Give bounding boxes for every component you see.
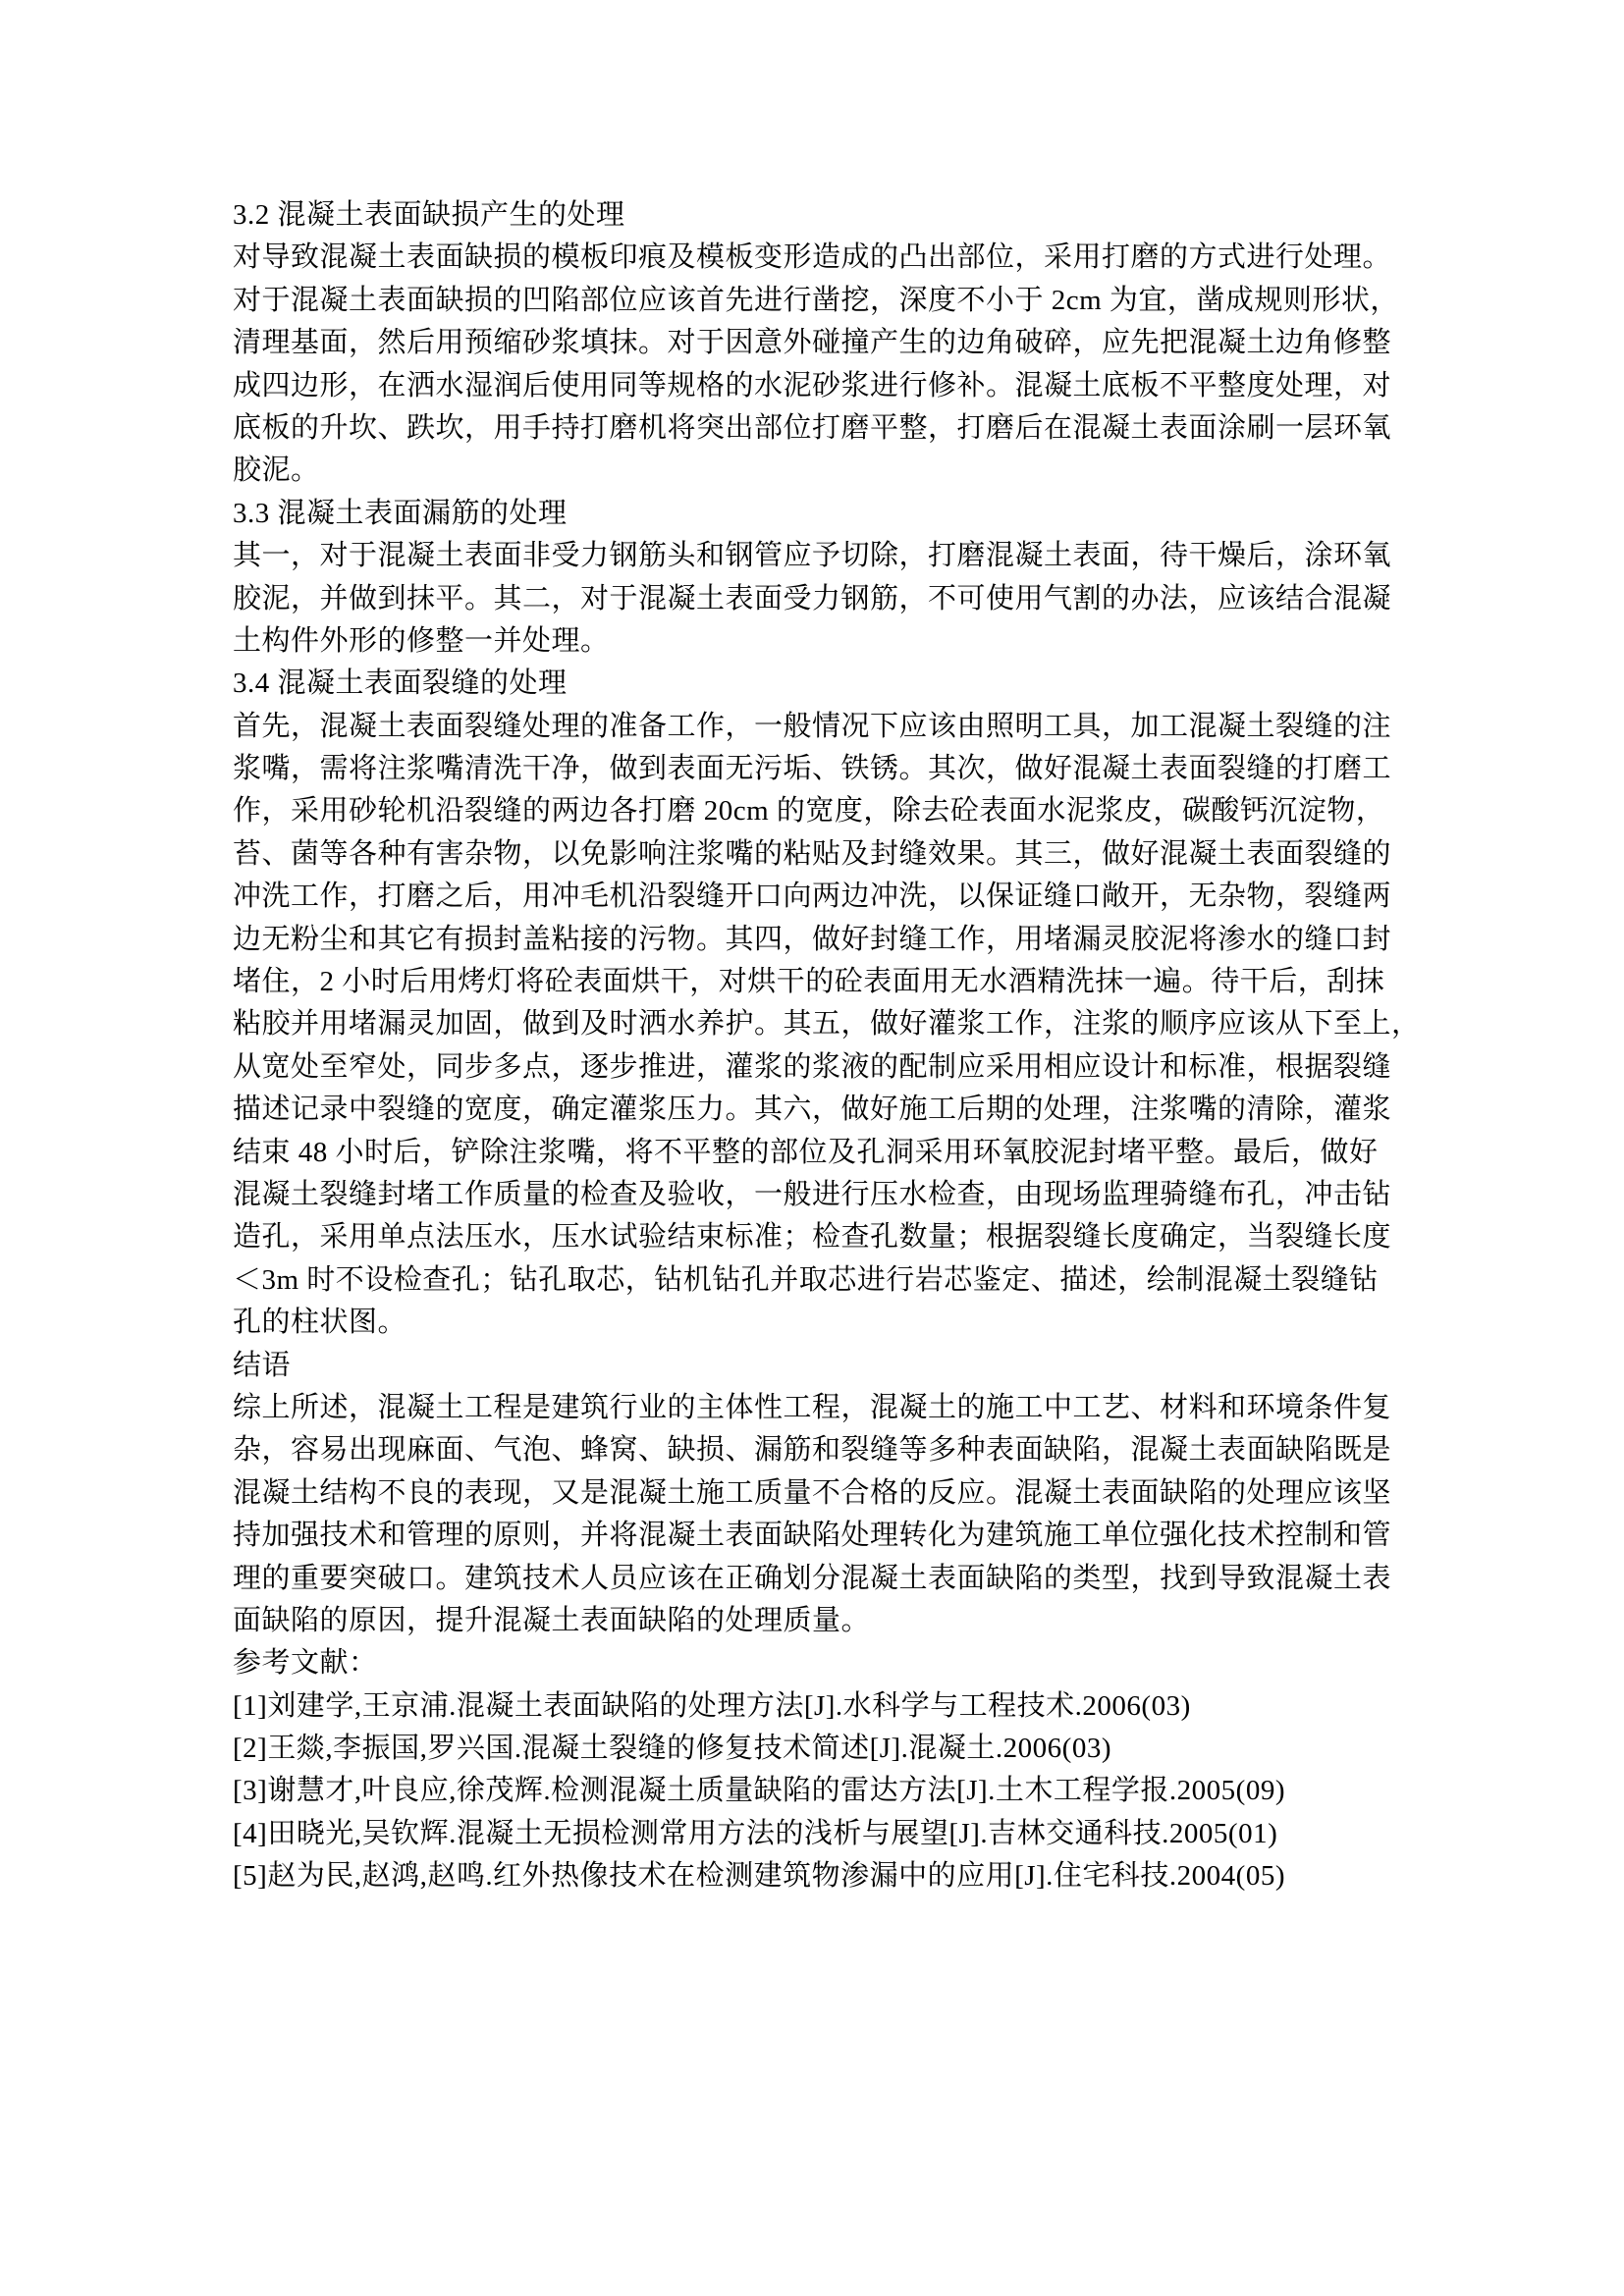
paragraph-line: 粘胶并用堵漏灵加固，做到及时洒水养护。其五，做好灌浆工作，注浆的顺序应该从下至上， (233, 1008, 1421, 1041)
paragraph-line: 从宽处至窄处，同步多点，逐步推进，灌浆的浆液的配制应采用相应设计和标准，根据裂缝 (233, 1050, 1392, 1083)
section-reference (233, 1770, 1480, 1812)
paragraph-line: 胶泥，并做到抹平。其二，对于混凝土表面受力钢筋，不可使用气割的办法，应该结合混凝 (233, 582, 1392, 614)
section-paragraph (233, 706, 1480, 1345)
section-paragraph (233, 237, 1480, 492)
section-paragraph (233, 1387, 1480, 1642)
heading-line: 参考文献： (233, 1647, 378, 1680)
paragraph-line: 土构件外形的修整一并处理。 (233, 624, 610, 657)
heading-line: 3.2 混凝土表面缺损产生的处理 (233, 199, 625, 231)
paragraph-line: 混凝土裂缝封堵工作质量的检查及验收，一般进行压水检查，由现场监理骑缝布孔，冲击钻 (233, 1178, 1392, 1210)
paragraph-line: 混凝土结构不良的表现，又是混凝土施工质量不合格的反应。混凝土表面缺陷的处理应该坚 (233, 1476, 1392, 1509)
paragraph-line: 对导致混凝土表面缺损的模板印痕及模板变形造成的凸出部位，采用打磨的方式进行处理。 (233, 241, 1392, 274)
paragraph-line: 其一，对于混凝土表面非受力钢筋头和钢管应予切除，打磨混凝土表面，待干燥后，涂环氧 (233, 540, 1392, 572)
reference-line: [5]赵为民,赵鸿,赵鸣.红外热像技术在检测建筑物渗漏中的应用[J].住宅科技.2004(05) (233, 1860, 1285, 1893)
paragraph-line: 持加强技术和管理的原则，并将混凝土表面缺陷处理转化为建筑施工单位强化技术控制和管 (233, 1520, 1392, 1552)
paragraph-line: 苔、菌等各种有害杂物，以免影响注浆嘴的粘贴及封缝效果。其三，做好混凝土表面裂缝的 (233, 837, 1392, 870)
heading-line: 3.3 混凝土表面漏筋的处理 (233, 497, 568, 529)
reference-line: [1]刘建学,王京浦.混凝土表面缺陷的处理方法[J].水科学与工程技术.2006(03) (233, 1689, 1191, 1722)
paragraph-line: 边无粉尘和其它有损封盖粘接的污物。其四，做好封缝工作，用堵漏灵胶泥将渗水的缝口封 (233, 923, 1392, 955)
section-heading (233, 1345, 1480, 1387)
section-reference (233, 1728, 1480, 1770)
paragraph-line: 作，采用砂轮机沿裂缝的两边各打磨 20cm 的宽度，除去砼表面水泥浆皮，碳酸钙沉淀物， (233, 795, 1385, 828)
section-reference (233, 1855, 1480, 1897)
section-heading (233, 1642, 1480, 1684)
paragraph-line: 首先，混凝土表面裂缝处理的准备工作，一般情况下应该由照明工具，加工混凝土裂缝的注 (233, 710, 1392, 742)
paragraph-line: 堵住，2 小时后用烤灯将砼表面烘干，对烘干的砼表面用无水酒精洗抹一遍。待干后，刮抹 (233, 966, 1385, 998)
section-heading (233, 493, 1480, 535)
section-reference (233, 1685, 1480, 1728)
section-heading (233, 194, 1480, 237)
paragraph-line: 结束 48 小时后，铲除注浆嘴，将不平整的部位及孔洞采用环氧胶泥封堵平整。最后，做好 (233, 1136, 1379, 1168)
section-paragraph (233, 535, 1480, 663)
paragraph-line: ＜3m 时不设检查孔；钻孔取芯，钻机钻孔并取芯进行岩芯鉴定、描述，绘制混凝土裂缝钻 (233, 1263, 1379, 1296)
section-heading (233, 663, 1480, 705)
paragraph-line: 杂，容易出现麻面、气泡、蜂窝、缺损、漏筋和裂缝等多种表面缺陷，混凝土表面缺陷既是 (233, 1434, 1392, 1467)
paragraph-line: 冲洗工作，打磨之后，用冲毛机沿裂缝开口向两边冲洗，以保证缝口敞开，无杂物，裂缝两 (233, 881, 1392, 913)
reference-line: [2]王燚,李振国,罗兴国.混凝土裂缝的修复技术简述[J].混凝土.2006(03) (233, 1733, 1111, 1765)
heading-line: 3.4 混凝土表面裂缝的处理 (233, 667, 568, 700)
paragraph-line: 理的重要突破口。建筑技术人员应该在正确划分混凝土表面缺陷的类型，找到导致混凝土表 (233, 1562, 1392, 1594)
paragraph-line: 造孔，采用单点法压水，压水试验结束标准；检查孔数量；根据裂缝长度确定，当裂缝长度 (233, 1221, 1392, 1254)
text-block (233, 194, 1480, 1898)
heading-line: 结语 (233, 1349, 292, 1381)
reference-line: [3]谢慧才,叶良应,徐茂辉.检测混凝土质量缺陷的雷达方法[J].土木工程学报.2005(09) (233, 1775, 1285, 1807)
reference-line: [4]田晓光,吴钦辉.混凝土无损检测常用方法的浅析与展望[J].吉林交通科技.2005(01) (233, 1817, 1278, 1849)
paragraph-line: 浆嘴，需将注浆嘴清洗干净，做到表面无污垢、铁锈。其次，做好混凝土表面裂缝的打磨工 (233, 753, 1392, 785)
paragraph-line: 成四边形，在洒水湿润后使用同等规格的水泥砂浆进行修补。混凝土底板不平整度处理，对 (233, 369, 1392, 401)
paragraph-line: 面缺陷的原因，提升混凝土表面缺陷的处理质量。 (233, 1604, 871, 1636)
paragraph-line: 孔的柱状图。 (233, 1307, 407, 1339)
paragraph-line: 清理基面，然后用预缩砂浆填抹。对于因意外碰撞产生的边角破碎，应先把混凝土边角修整 (233, 327, 1392, 359)
paragraph-line: 描述记录中裂缝的宽度，确定灌浆压力。其六，做好施工后期的处理，注浆嘴的清除，灌浆 (233, 1094, 1392, 1126)
paragraph-line: 底板的升坎、跌坎，用手持打磨机将突出部位打磨平整，打磨后在混凝土表面涂刷一层环氧 (233, 411, 1392, 444)
paragraph-line: 综上所述，混凝土工程是建筑行业的主体性工程，混凝土的施工中工艺、材料和环境条件复 (233, 1391, 1392, 1423)
section-reference (233, 1813, 1480, 1855)
paragraph-line: 胶泥。 (233, 454, 320, 487)
paragraph-line: 对于混凝土表面缺损的凹陷部位应该首先进行凿挖，深度不小于 2cm 为宜，凿成规则形状， (233, 284, 1399, 316)
